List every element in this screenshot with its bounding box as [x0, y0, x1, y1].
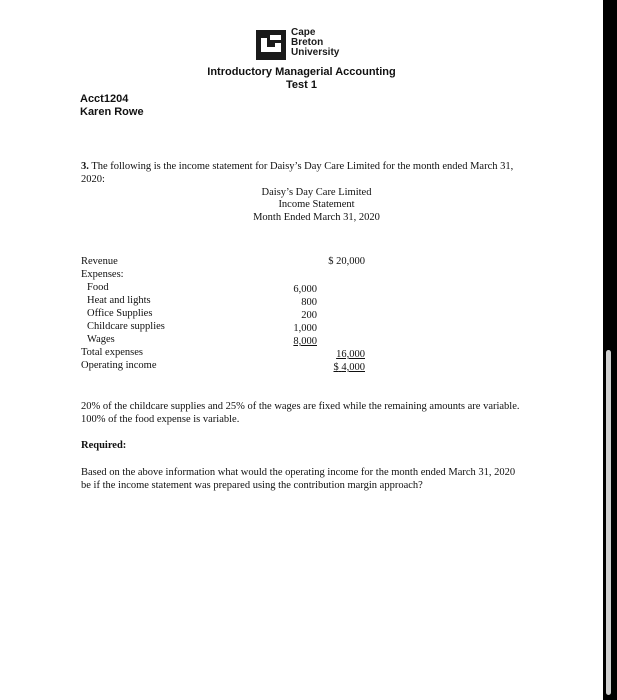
expense-amount: 6,000 — [293, 284, 317, 295]
course-title: Introductory Managerial Accounting — [207, 66, 396, 78]
logo-line-2: Breton — [291, 37, 324, 48]
logo-line-1: Cape — [291, 27, 316, 38]
operating-income-amount: 4,000 — [341, 362, 365, 373]
scrollbar-thumb[interactable] — [606, 350, 611, 695]
operating-income-value — [315, 362, 365, 374]
test-label: Test 1 — [286, 79, 317, 91]
question-number: 3. — [81, 161, 89, 172]
expense-label: Wages — [87, 334, 115, 345]
expense-amount: 1,000 — [293, 323, 317, 334]
university-logo-text — [291, 28, 339, 58]
question-intro — [81, 160, 531, 186]
expense-amount: 8,000 — [293, 336, 317, 347]
cbu-logo-icon — [256, 30, 286, 60]
expense-label: Childcare supplies — [87, 321, 165, 332]
instructor-name: Karen Rowe — [80, 106, 144, 118]
expense-label: Food — [87, 282, 109, 293]
expense-label: Office Supplies — [87, 308, 153, 319]
operating-income-currency: $ — [333, 362, 339, 373]
required-question: Based on the above information what would the operating income for the month ended March 31, 2020 be if the income statement was prepared using the contribution margin approach? — [81, 467, 516, 491]
required-heading: Required: — [81, 440, 127, 451]
course-code: Acct1204 — [80, 93, 129, 105]
total-expenses-label: Total expenses — [81, 347, 143, 358]
operating-income-label: Operating income — [81, 360, 157, 371]
expenses-label: Expenses: — [81, 269, 124, 280]
revenue-amount: $ 20,000 — [328, 256, 365, 267]
logo-line-3: University — [291, 47, 340, 58]
question-text: The following is the income statement for Daisy’s Day Care Limited for the month ended March 31, 2020: — [81, 161, 514, 185]
expense-amount: 200 — [301, 310, 317, 321]
statement-period: Month Ended March 31, 2020 — [253, 212, 380, 223]
statement-name: Income Statement — [278, 199, 355, 210]
revenue-label: Revenue — [81, 256, 118, 267]
expense-label: Heat and lights — [87, 295, 151, 306]
total-expenses-amount: 16,000 — [336, 349, 365, 360]
expense-amount: 800 — [301, 297, 317, 308]
cost-behavior-note: 20% of the childcare supplies and 25% of the wages are fixed while the remaining amounts are variable. 100% of the food expense is variable. — [81, 401, 520, 425]
company-name: Daisy’s Day Care Limited — [261, 187, 372, 198]
